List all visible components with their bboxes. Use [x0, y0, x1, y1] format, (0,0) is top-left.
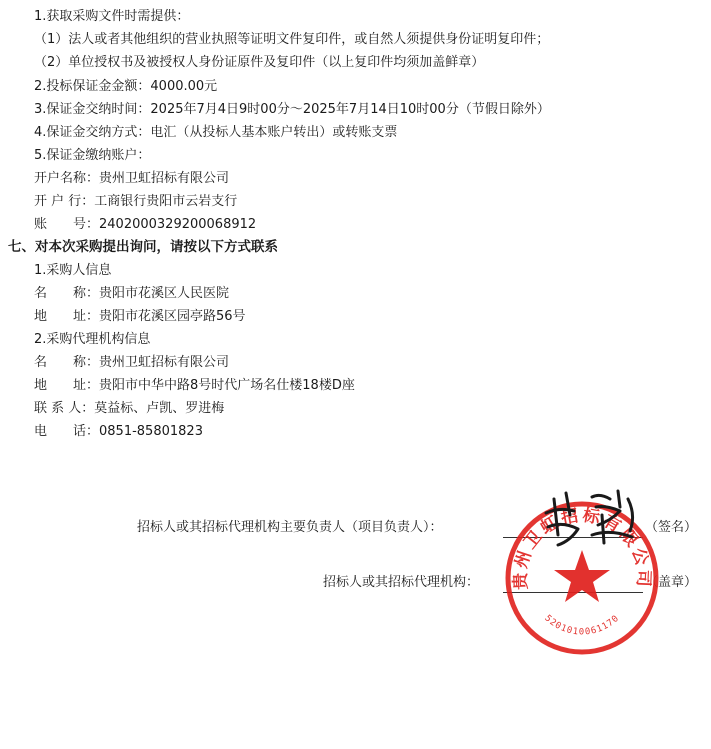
phone-value: 0851-85801823: [99, 424, 203, 439]
buyer-name-row: [34, 284, 229, 304]
principal-label: 招标人或其招标代理机构主要负责人（项目负责人）：: [137, 520, 443, 535]
buyer-name-value: 贵阳市花溪区人民医院: [99, 286, 230, 301]
item-4-deposit-method: 4.保证金交纳方式：电汇（从投标人基本账户转出）或转账支票: [34, 125, 398, 140]
agency-name-value: 贵州卫虹招标有限公司: [99, 355, 230, 370]
item-1: 1.获取采购文件时需提供：: [34, 9, 190, 24]
contact-row: [34, 399, 224, 419]
phone-row: [34, 422, 203, 442]
account-bank-row: [34, 192, 237, 212]
principal-suffix: （签名）: [645, 520, 698, 535]
agency-seal-suffix: （盖章）: [645, 575, 698, 590]
agency-address-row: [34, 376, 355, 396]
agency-address-label: 地 址：: [34, 378, 100, 393]
item-5-deposit-account: 5.保证金缴纳账户：: [34, 148, 151, 163]
account-bank-value: 工商银行贵阳市云岩支行: [94, 194, 238, 209]
agency-name-row: [34, 353, 229, 373]
buyer-address-label: 地 址：: [34, 309, 100, 324]
buyer-info-title: 1.采购人信息: [34, 263, 112, 278]
account-number-value: 2402000329200068912: [99, 217, 257, 232]
buyer-address-value: 贵阳市花溪区园亭路56号: [99, 309, 246, 324]
account-name-row: [34, 169, 229, 189]
account-name-value: 贵州卫虹招标有限公司: [99, 171, 230, 186]
agency-address-value: 贵阳市中华中路8号时代广场名仕楼18楼D座: [99, 378, 355, 393]
account-number-row: [34, 215, 256, 235]
phone-label: 电 话：: [34, 424, 100, 439]
handwritten-signature: [540, 485, 650, 555]
account-number-label: 账 号：: [34, 217, 100, 232]
contact-label: 联 系 人：: [34, 401, 95, 416]
item-1-sub-1: （1）法人或者其他组织的营业执照等证明文件复印件，或自然人须提供身份证明复印件；: [34, 32, 550, 47]
agency-seal-label: 招标人或其招标代理机构：: [323, 575, 480, 590]
item-3-deposit-time: 3.保证金交纳时间：2025年7月4日9时00分～2025年7月14日10时00分（节假日除外）: [34, 102, 550, 117]
item-1-sub-2: （2）单位授权书及被授权人身份证原件及复印件（以上复印件均须加盖鲜章）: [34, 55, 485, 70]
agency-name-label: 名 称：: [34, 355, 100, 370]
section-7-heading: 七、对本次采购提出询问，请按以下方式联系: [8, 239, 278, 255]
buyer-address-row: [34, 307, 246, 327]
item-2-deposit-amount: 2.投标保证金金额：4000.00元: [34, 79, 218, 94]
buyer-name-label: 名 称：: [34, 286, 100, 301]
svg-text:5201010061170: 5201010061170: [542, 613, 622, 638]
account-bank-label: 开 户 行：: [34, 194, 95, 209]
svg-text:贵州卫虹招标有限公司: 贵州卫虹招标有限公司: [510, 505, 654, 591]
contact-value: 莫益标、卢凯、罗进梅: [94, 401, 225, 416]
agency-info-title: 2.采购代理机构信息: [34, 332, 151, 347]
account-name-label: 开户名称：: [34, 171, 100, 186]
